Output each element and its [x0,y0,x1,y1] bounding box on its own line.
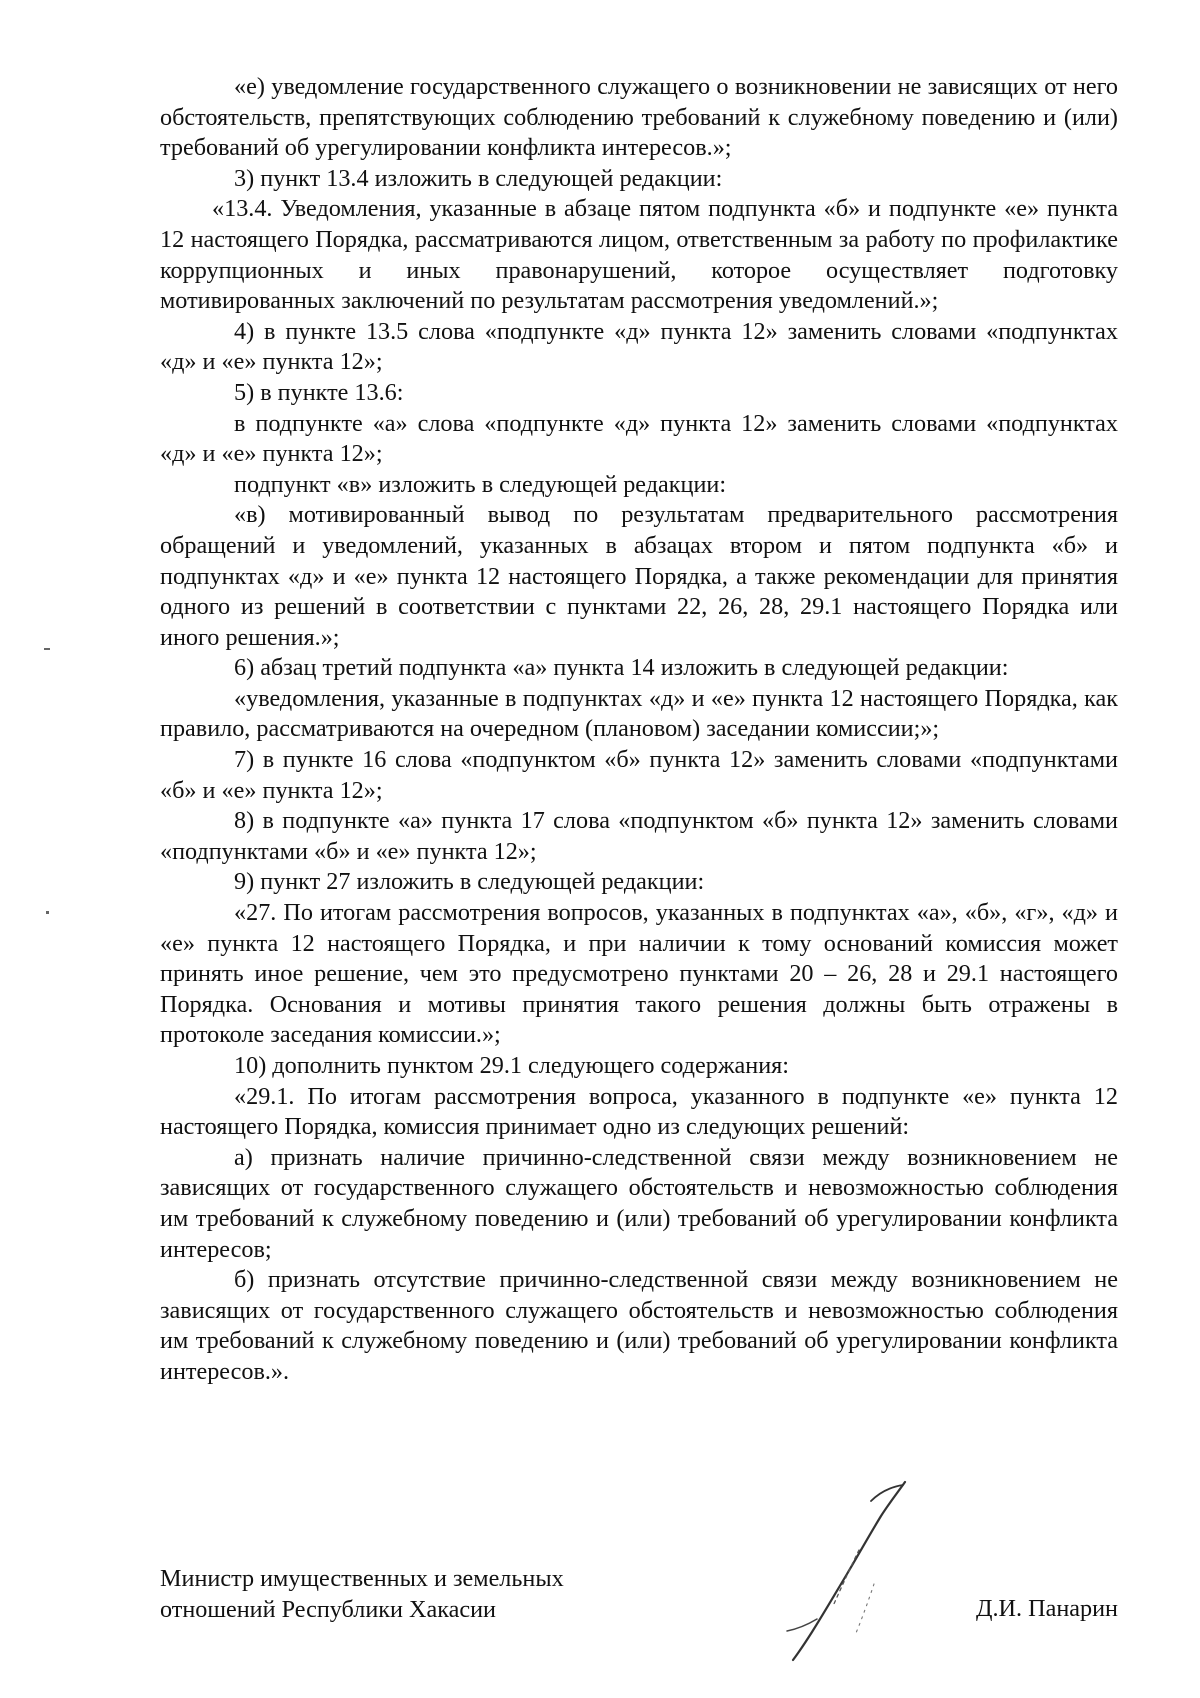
paragraph-point-8: 8) в подпункте «а» пункта 17 слова «подпунктом «б» пункта 12» заменить словами «подпунктами «б» и «е» пункта 12»; [160,807,1118,865]
paragraph-27-text: «27. По итогам рассмотрения вопросов, указанных в подпунктах «а», «б», «г», «д» и «е» пункта 12 настоящего Порядка, и при наличии к тому оснований комиссия может принять иное решение, чем это предусмотрено пунктами 20 – 26, 28 и 29.1 настоящего Порядка. Основания и мотивы принятия такого решения должны быть отражены в протоколе заседания комиссии.»; [160,899,1118,1049]
paragraph-point-9: 9) пункт 27 изложить в следующей редакции: [234,868,705,896]
paragraph-decision-a: а) признать наличие причинно-следственной связи между возникновением не зависящих от государственного служащего обстоятельств и невозможностью соблюдения им требований к служебному поведению и (или) требований об урегулировании конфликта интересов; [160,1143,1118,1263]
signature-block [160,1564,1118,1634]
paragraph-point-6: 6) абзац третий подпункта «а» пункта 14 изложить в следующей редакции: [234,654,1009,682]
paragraph-point-10: 10) дополнить пунктом 29.1 следующего содержания: [234,1052,789,1079]
paragraph-subpoint-v-text: «в) мотивированный вывод по результатам предварительного рассмотрения обращений и уведомлений, указанных в абзацах втором и пятом подпункта «б» и подпунктах «д» и «е» пункта 12 настоящего Порядка, а также рекомендации для принятия одного из решений в соответствии с пунктами 22, 26, 28, 29.1 настоящего Порядка или иного решения.»; [160,501,1118,651]
signatory-title [160,1564,564,1625]
paragraph-subpoint-v-intro: подпункт «в» изложить в следующей редакции: [234,470,727,498]
paragraph-point-3: 3) пункт 13.4 изложить в следующей редакции: [234,164,723,192]
signatory-title-line-2: отношений Республики Хакасии [160,1595,496,1623]
signatory-name: Д.И. Панарин [976,1595,1118,1622]
paragraph-13-4: «13.4. Уведомления, указанные в абзаце пятом подпункта «б» и подпункте «е» пункта 12 настоящего Порядка, рассматриваются лицом, ответственным за работу по профилактике коррупционных и иных правонарушений, которое осуществляет подготовку мотивированных заключений по результатам рассмотрения уведомлений.»; [160,195,1118,315]
paragraph-point-5: 5) в пункте 13.6: [234,378,404,406]
signatory-title-line-1: Министр имущественных и земельных [160,1565,564,1592]
paragraph-29-1-text: «29.1. По итогам рассмотрения вопроса, указанного в подпункте «е» пункта 12 настоящего Порядка, комиссия принимает одно из следующих решений: [160,1082,1118,1141]
document-body [160,72,1118,1388]
paragraph-point-4: 4) в пункте 13.5 слова «подпункте «д» пункта 12» заменить словами «подпунктах «д» и «е» пункта 12»; [160,317,1118,376]
margin-mark-dash [44,648,50,650]
paragraph-item-e: «е) уведомление государственного служащего о возникновении не зависящих от него обстоятельств, препятствующих соблюдению требований к служебному поведению и (или) требований об урегулировании конфликта интересов.»; [160,73,1118,162]
paragraph-point-7: 7) в пункте 16 слова «подпунктом «б» пункта 12» заменить словами «подпунктами «б» и «е» пункта 12»; [160,746,1118,804]
margin-mark-dot [46,911,49,914]
paragraph-notifications-text: «уведомления, указанные в подпунктах «д» и «е» пункта 12 настоящего Порядка, как правило, рассматриваются на очередном (плановом) заседании комиссии;»; [160,684,1118,743]
paragraph-decision-b: б) признать отсутствие причинно-следственной связи между возникновением не зависящих от государственного служащего обстоятельств и невозможностью соблюдения им требований к служебному поведению и (или) требований об урегулировании конфликта интересов.». [160,1266,1118,1385]
paragraph-subpoint-a: в подпункте «а» слова «подпункте «д» пункта 12» заменить словами «подпунктах «д» и «е» пункта 12»; [160,409,1118,468]
